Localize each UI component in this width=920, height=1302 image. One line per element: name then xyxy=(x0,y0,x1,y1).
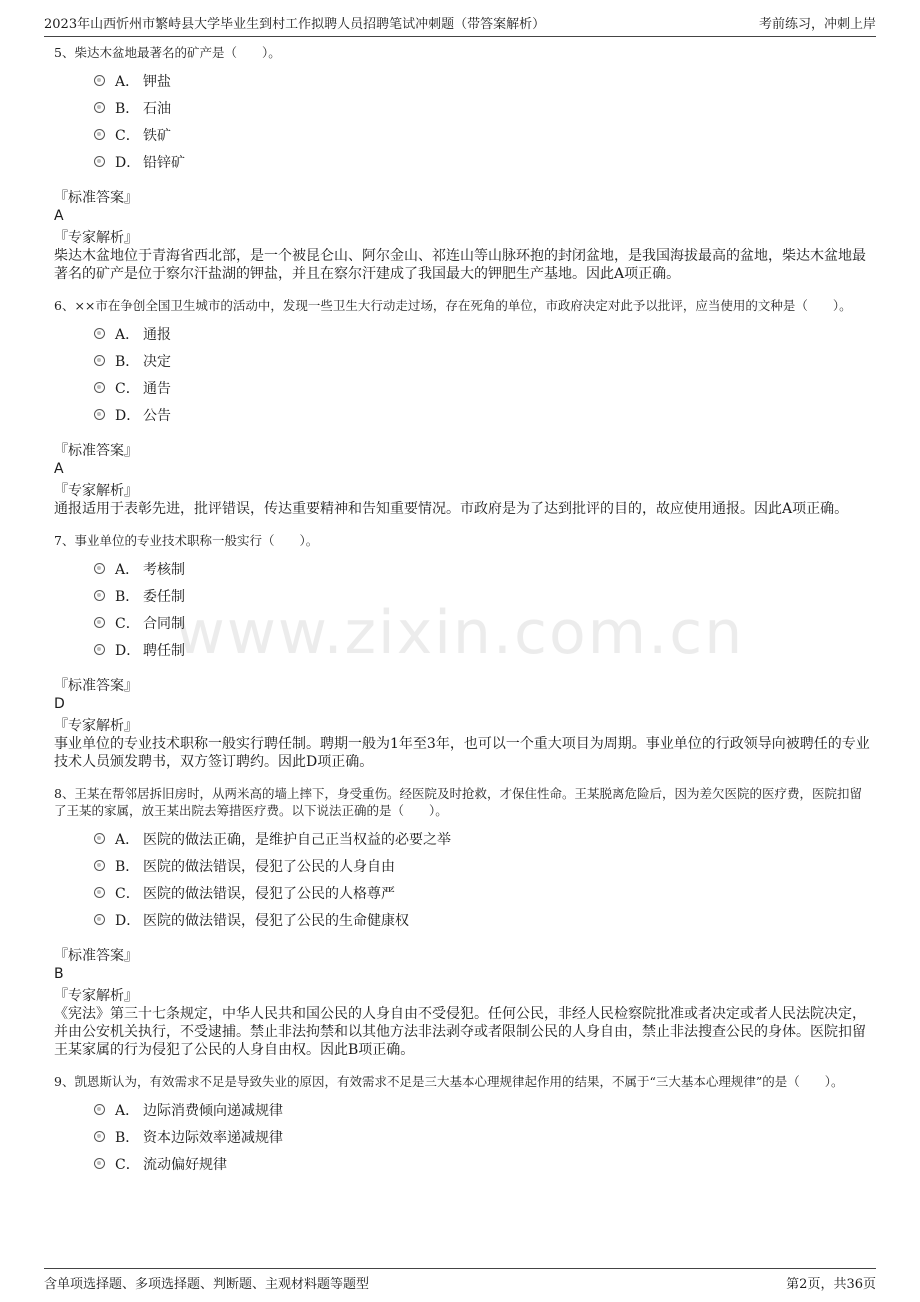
header-slogan: 考前练习，冲刺上岸 xyxy=(758,17,876,32)
option-letter: A． xyxy=(115,831,140,848)
header-title: 2023年山西忻州市繁峙县大学毕业生到村工作拟聘人员招聘笔试冲刺题（带答案解析） xyxy=(44,17,546,32)
radio-icon[interactable] xyxy=(94,382,105,393)
analysis-label: 『专家解析』 xyxy=(54,483,138,499)
analysis-label: 『专家解析』 xyxy=(54,230,138,246)
option-3[interactable] xyxy=(94,609,870,636)
radio-icon[interactable] xyxy=(94,617,105,628)
option-text: 石油 xyxy=(143,100,171,117)
option-text: 医院的做法错误，侵犯了公民的人身自由 xyxy=(143,858,395,875)
question-stem: 8、王某在帮邻居拆旧房时，从两米高的墙上摔下，身受重伤。经医院及时抢救，才保住性命。王某脱离危险后，因为差欠医院的医疗费，医院扣留了王某的家属，放王某出院去筹措医疗费。以下说法正确的是（ ）。 xyxy=(54,786,862,818)
option-1[interactable] xyxy=(94,825,870,852)
option-1[interactable] xyxy=(94,67,870,94)
question-block xyxy=(54,297,870,518)
radio-icon[interactable] xyxy=(94,102,105,113)
option-text: 通告 xyxy=(143,380,171,397)
radio-icon[interactable] xyxy=(94,1104,105,1115)
option-4[interactable] xyxy=(94,148,870,175)
radio-icon[interactable] xyxy=(94,75,105,86)
options-list xyxy=(94,67,870,175)
option-letter: C． xyxy=(115,615,140,632)
radio-icon[interactable] xyxy=(94,1158,105,1169)
options-list xyxy=(94,320,870,428)
answer-label: 『标准答案』 xyxy=(54,678,138,694)
option-2[interactable] xyxy=(94,347,870,374)
option-4[interactable] xyxy=(94,401,870,428)
analysis-text: 事业单位的专业技术职称一般实行聘任制。聘期一般为1年至3年，也可以一个重大项目为周期。事业单位的行政领导向被聘任的专业技术人员颁发聘书，双方签订聘约。因此D项正确。 xyxy=(54,736,870,770)
answer-value: D xyxy=(54,696,65,712)
analysis-text: 《宪法》第三十七条规定，中华人民共和国公民的人身自由不受侵犯。任何公民，非经人民检察院批准或者决定或者人民法院决定，并由公安机关执行，不受逮捕。禁止非法拘禁和以其他方法非法剥夺或者限制公民的人身自由，禁止非法搜查公民的身体。医院扣留王某家属的行为侵犯了公民的人身自由权。因此B项正确。 xyxy=(54,1006,866,1058)
page-footer xyxy=(44,1268,876,1292)
option-text: 医院的做法正确，是维护自己正当权益的必要之举 xyxy=(143,831,451,848)
option-4[interactable] xyxy=(94,636,870,663)
question-block xyxy=(54,532,870,771)
option-letter: C． xyxy=(115,885,140,902)
option-text: 资本边际效率递减规律 xyxy=(143,1129,283,1146)
answer-value: B xyxy=(54,966,64,982)
radio-icon[interactable] xyxy=(94,129,105,140)
question-stem: 5、柴达木盆地最著名的矿产是（ ）。 xyxy=(54,45,281,60)
option-text: 铁矿 xyxy=(143,127,171,144)
options-list xyxy=(94,825,870,933)
radio-icon[interactable] xyxy=(94,328,105,339)
option-text: 钾盐 xyxy=(143,73,171,90)
watermark: www.zixin.com.cn xyxy=(175,598,745,668)
radio-icon[interactable] xyxy=(94,833,105,844)
option-2[interactable] xyxy=(94,1123,870,1150)
option-text: 边际消费倾向递减规律 xyxy=(143,1102,283,1119)
option-letter: D． xyxy=(115,642,141,659)
option-letter: A． xyxy=(115,561,140,578)
option-3[interactable] xyxy=(94,374,870,401)
option-letter: D． xyxy=(115,407,141,424)
option-3[interactable] xyxy=(94,121,870,148)
footer-note: 含单项选择题、多项选择题、判断题、主观材料题等题型 xyxy=(44,1277,370,1292)
option-1[interactable] xyxy=(94,1096,870,1123)
analysis-text: 通报适用于表彰先进，批评错误，传达重要精神和告知重要情况。市政府是为了达到批评的目的，故应使用通报。因此A项正确。 xyxy=(54,501,849,517)
answer-label: 『标准答案』 xyxy=(54,948,138,964)
radio-icon[interactable] xyxy=(94,887,105,898)
radio-icon[interactable] xyxy=(94,355,105,366)
option-text: 流动偏好规律 xyxy=(143,1156,227,1173)
radio-icon[interactable] xyxy=(94,590,105,601)
radio-icon[interactable] xyxy=(94,563,105,574)
page-number: 第2页，共36页 xyxy=(786,1277,876,1292)
question-block xyxy=(54,1073,870,1177)
option-text: 公告 xyxy=(143,407,171,424)
option-text: 考核制 xyxy=(143,561,185,578)
option-text: 医院的做法错误，侵犯了公民的生命健康权 xyxy=(143,912,409,929)
option-text: 合同制 xyxy=(143,615,185,632)
radio-icon[interactable] xyxy=(94,644,105,655)
page-header xyxy=(44,10,876,37)
question-stem: 9、凯恩斯认为，有效需求不足是导致失业的原因，有效需求不足是三大基本心理规律起作用的结果，不属于“三大基本心理规律”的是（ ）。 xyxy=(54,1074,844,1089)
option-letter: B． xyxy=(115,588,140,605)
option-letter: C． xyxy=(115,380,140,397)
question-block xyxy=(54,44,870,283)
question-block xyxy=(54,785,870,1059)
option-letter: C． xyxy=(115,1156,140,1173)
option-text: 通报 xyxy=(143,326,171,343)
option-letter: B． xyxy=(115,1129,140,1146)
option-letter: B． xyxy=(115,858,140,875)
answer-value: A xyxy=(54,208,64,224)
question-list xyxy=(54,44,870,1177)
option-text: 委任制 xyxy=(143,588,185,605)
radio-icon[interactable] xyxy=(94,156,105,167)
option-letter: A． xyxy=(115,326,140,343)
option-3[interactable] xyxy=(94,1150,870,1177)
option-3[interactable] xyxy=(94,879,870,906)
question-stem: 6、××市在争创全国卫生城市的活动中，发现一些卫生大行动走过场，存在死角的单位，市政府决定对此予以批评，应当使用的文种是（ ）。 xyxy=(54,298,852,313)
option-text: 铅锌矿 xyxy=(143,154,185,171)
options-list xyxy=(94,1096,870,1177)
option-text: 决定 xyxy=(143,353,171,370)
option-text: 聘任制 xyxy=(143,642,185,659)
option-letter: B． xyxy=(115,100,140,117)
options-list xyxy=(94,555,870,663)
radio-icon[interactable] xyxy=(94,914,105,925)
answer-label: 『标准答案』 xyxy=(54,190,138,206)
option-2[interactable] xyxy=(94,94,870,121)
analysis-label: 『专家解析』 xyxy=(54,988,138,1004)
radio-icon[interactable] xyxy=(94,1131,105,1142)
analysis-label: 『专家解析』 xyxy=(54,718,138,734)
option-letter: A． xyxy=(115,1102,140,1119)
question-stem: 7、事业单位的专业技术职称一般实行（ ）。 xyxy=(54,533,319,548)
analysis-text: 柴达木盆地位于青海省西北部，是一个被昆仑山、阿尔金山、祁连山等山脉环抱的封闭盆地，是我国海拔最高的盆地，柴达木盆地最著名的矿产是位于察尔汗盐湖的钾盐，并且在察尔汗建成了我国最大的钾肥生产基地。因此A项正确。 xyxy=(54,248,866,282)
option-letter: A． xyxy=(115,73,140,90)
option-letter: D． xyxy=(115,154,141,171)
radio-icon[interactable] xyxy=(94,409,105,420)
option-4[interactable] xyxy=(94,906,870,933)
answer-value: A xyxy=(54,461,64,477)
radio-icon[interactable] xyxy=(94,860,105,871)
option-1[interactable] xyxy=(94,320,870,347)
option-1[interactable] xyxy=(94,555,870,582)
option-2[interactable] xyxy=(94,852,870,879)
option-letter: B． xyxy=(115,353,140,370)
answer-label: 『标准答案』 xyxy=(54,443,138,459)
option-text: 医院的做法错误，侵犯了公民的人格尊严 xyxy=(143,885,395,902)
option-letter: C． xyxy=(115,127,140,144)
option-2[interactable] xyxy=(94,582,870,609)
option-letter: D． xyxy=(115,912,141,929)
